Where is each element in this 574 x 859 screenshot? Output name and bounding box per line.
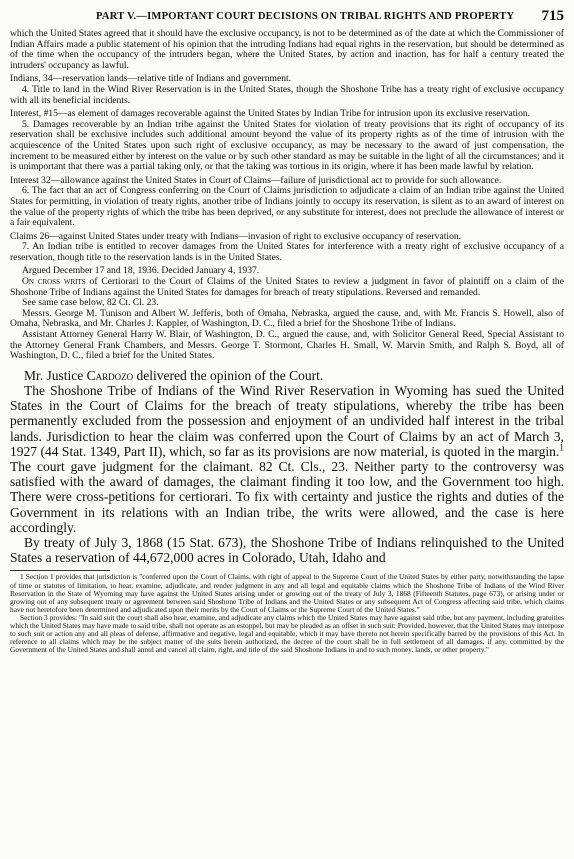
footnotes	[10, 573, 564, 654]
certiorari-text: of Certiorari to the Court of Claims of the United States to review a judgment in favor of plaintiff on a claim of the Shoshone Tribe of Indians against the United States for damages for breach of treaty stipulations. Reversed and remanded.	[10, 276, 564, 298]
argued-line: Argued December 17 and 18, 1936. Decided January 4, 1937.	[22, 265, 260, 277]
certiorari-paragraph	[10, 277, 564, 298]
footnote: 1 Section 1 provides that jurisdiction is "conferred upon the Court of Claims, with right of appeal to the Supreme Court of the United States by either party, notwithstanding the lapse of time or statutes of limitation, to hear, examine, adjudicate, and render judgment in any and all legal and equitable claims which the Shoshone Tribe of Indians of the Wind River Reservation in the State of Wyoming may have against the United States arising under or growing out of the treaty of July 3, 1868 (Fifteenth Statutes, page 673), or arising under or growing out of any subsequent treaty or agreement between said Shoshone Tribe of Indians and the United States or any subsequent Act of Congress affecting said tribe, which claims have not heretofore been determined and adjudicated upon their merits by the Court of Claims or the Supreme Court of the United States."	[10, 572, 564, 614]
headnote-paragraph: 4. Title to land in the Wind River Reservation is in the United States, though the Shoshone Tribe has a treaty right of exclusive occupancy with all its beneficial incidents.	[10, 83, 564, 106]
page-number: 715	[541, 8, 564, 24]
headnote-key: Interest, #15—as element of damages recoverable against the United States by Indian Tribe for intrusion upon its exclusive reservation.	[10, 108, 531, 120]
running-header	[10, 9, 564, 29]
see-same-case: See same case below, 82 Ct. Cl. 23.	[22, 297, 159, 309]
headnote-key: Interest 32—allowance against the United States in Court of Claims—failure of jurisdictional act to provide for such allowance.	[10, 174, 502, 186]
footnote-marker: 1	[559, 443, 564, 454]
opinion-body	[10, 368, 564, 566]
footnote-rule	[10, 570, 110, 571]
opinion-paragraph: By treaty of July 3, 1868 (15 Stat. 673), the Shoshone Tribe of Indians relinquished to the United States a reservation of 44,672,000 acres in Colorado, Utah, Idaho and	[10, 535, 564, 566]
opinion-intro: Mr. Justice Cardozo delivered the opinion of the Court.	[24, 367, 324, 383]
headnote-key: Claims 26—against United States under treaty with Indians—invasion of right to exclusive occupancy of reservation.	[10, 230, 462, 242]
certiorari-lead: On cross writs	[22, 276, 86, 288]
counsel-plaintiff: Messrs. George M. Tunison and Albert W. Jefferis, both of Omaha, Nebraska, argued the cause, and, with Mr. Francis S. Howell, also of Omaha, Nebraska, and Mr. Charles J. Kappler, of Washington, D. C., filed a brief for the Shoshone Tribe of Indians.	[10, 307, 564, 330]
footnote: Section 3 provides: "In said suit the court shall also hear, examine, and adjudicate any claims which the United States may have against said tribe, but any payment, including gratuities which the United States may have made to said tribe, shall not operate as an estoppel, but may be pleaded as an offset in such suit: Provided, however, that the United States may interpose to such suit or action any and all pleas of defense, affirmative and negative, legal and equitable, which it may have thereto not herein specifically barred by the provisions of this Act. In reference to all claims which may be the subject matter of the suits herein authorized, the decree of the court shall be in full settlement of all damages, if any, committed by the Government of the United States and shall annul and cancel all claim, right, and title of the said Shoshone Indians in and to such money, lands, or other property."	[10, 612, 564, 655]
syllabus	[10, 29, 564, 362]
running-title: PART V.—IMPORTANT COURT DECISIONS ON TRIBAL RIGHTS AND PROPERTY	[96, 11, 515, 22]
counsel-government: Assistant Attorney General Harry W. Blair, of Washington, D. C., argued the cause, and, with Solicitor General Reed, Special Assistant to the Attorney General Frank Chambers, and Messrs. George T. Stormont, Charles H. Small, W. Marvin Smith, and Ralph S. Boyd, all of Washington, D. C., filed a brief for the United States.	[10, 329, 564, 362]
justice-name: Cardozo	[86, 367, 134, 383]
document-page	[10, 0, 564, 654]
headnote-continuation: which the United States agreed that it should have the exclusive occupancy, is not to be determined as of the date at which the Commissioner of Indian Affairs made a public statement of his opinion that the intruding Indians had equal rights in the reservation, but should be determined as of the time when the occupancy of the intruders began, where the United States, by action and inaction, has for half a century treated the intruders' occupancy as lawful.	[10, 28, 564, 71]
opinion-paragraph: The Shoshone Tribe of Indians of the Wind River Reservation in Wyoming has sued the United States in the Court of Claims for the breach of treaty stipulations, whereby the tribe has been permanently excluded from the possession and enjoyment of an undivided half interest in the tribal lands. Jurisdiction to hear the claim was conferred upon the Court of Claims by an act of March 3, 1927 (44 Stat. 1349, Part II), which, so far as its provisions are now material, is quoted in the margin.$^1$ The court gave judgment for the claimant. 82 Ct. Cls., 23. Neither party to the controversy was satisfied with the award of damages, the claimant finding it too low, and the Government too high. There were cross-petitions for certiorari. To fix with certainty and justice the rights and duties of the Government in its relations with an Indian tribe, the writs were allowed, and the case is here accordingly.	[10, 383, 564, 535]
headnote-paragraph: 5. Damages recoverable by an Indian tribe against the United States for violation of treaty provisions that its right of occupancy of its reservation shall be exclusive includes such additional amount beyond the value of its property rights as of the time of intrusion with the acquiescence of the United States upon such right of exclusive occupancy, as may be necessary to the award of just compensation, the increment to be measured either by interest on the value or by such other standard as may be suitable in the light of all the circumstances; and it is unimportant that there was a partial taking only, or that the taking was tortious in its origin, where it has been made lawful by relation.	[10, 118, 564, 173]
headnote-key: Indians, 34—reservation lands—relative title of Indians and government.	[10, 73, 292, 85]
headnote-paragraph: 7. An Indian tribe is entitled to recover damages from the United States for interference with a treaty right of exclusive occupancy of a reservation, though title to the reservation lands is in the United States.	[10, 241, 564, 263]
headnote-paragraph: 6. The fact that an act of Congress conferring on the Court of Claims jurisdiction to adjudicate a claim of an Indian tribe against the United States for permitting, in violation of treaty rights, another tribe of Indians jointly to occupy its reservation, is silent as to an award of interest on the value of the property rights of which the tribe has been deprived, or any substitute for interest, does not preclude the allowance of interest or a fair equivalent.	[10, 185, 564, 229]
